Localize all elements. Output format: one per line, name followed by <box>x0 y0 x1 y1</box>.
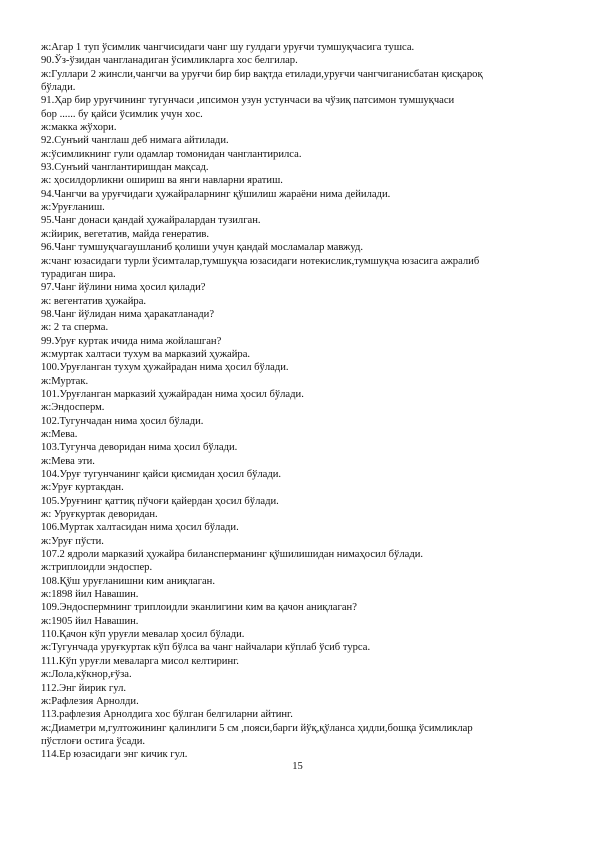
text-line: 97.Чанг йўлини нима ҳосил қилади? <box>41 282 206 294</box>
text-line: ж:Уруғ куртакдан. <box>41 482 124 494</box>
text-line: 91.Ҳар бир уруғчининг тугунчаси ,ипсимон узун устунчаси ва чўзиқ патсимон тумшуқчаси <box>41 95 455 107</box>
text-line: ж:Мева эти. <box>41 455 95 467</box>
text-line: пўстлоғи остига ўсади. <box>41 735 146 747</box>
text-line: ж: ҳосилдорликни ошириш ва янги навларни яратиш. <box>41 175 283 187</box>
text-line: 103.Тугунча деворидан нима ҳосил бўлади. <box>41 442 238 454</box>
text-line: ж:Диаметри м,гултожининг қалинлиги 5 см ,пояси,барги йўқ,қўланса ҳидли,бошқа ўсимликлар <box>41 722 473 734</box>
text-line: 99.Уруғ куртак ичида нима жойлашган? <box>41 335 222 347</box>
text-line: 102.Тугунчадан нима ҳосил бўлади. <box>41 415 204 427</box>
text-line: 107.2 ядроли марказий ҳужайра билансперманинг қўшилишидан нимаҳосил бўлади. <box>41 549 424 561</box>
text-line: ж:1898 йил Навашин. <box>41 589 139 601</box>
document-page <box>41 41 561 762</box>
text-line: 108.Қўш уруғланишни ким аниқлаган. <box>41 575 215 587</box>
text-line: ж:триплоидли эндоспер. <box>41 562 153 574</box>
text-line: ж:муртак халтаси тухум ва марказий ҳужайра. <box>41 348 251 360</box>
text-line: ж:Рафлезия Арнолди. <box>41 695 139 707</box>
text-line: бор ...... бу қайси ўсимлик учун хос. <box>41 108 203 120</box>
text-line: ж: Уруғкуртак деворидан. <box>41 509 158 521</box>
text-line: 93.Сунъий чанглантиришдан мақсад. <box>41 162 209 174</box>
text-line: ж:Гуллари 2 жинсли,чангчи ва уруғчи бир бир вақтда етилади,уруғчи чангчиганисбатан қисқароқ <box>41 68 483 80</box>
text-line: 100.Уруғланган тухум ҳужайрадан нима ҳосил бўлади. <box>41 362 289 374</box>
text-line: 113.рафлезия Арнолдига хос бўлган белгиларни айтинг. <box>41 709 293 721</box>
text-line: ж:Тугунчада уруғкуртак кўп бўлса ва чанг найчалари кўплаб ўсиб турса. <box>41 642 371 654</box>
text-line: ж:йирик, вегетатив, майда генератив. <box>41 228 210 240</box>
text-line: ж:ўсимликнинг гули одамлар томонидан чанглантирилса. <box>41 148 302 160</box>
text-line: 105.Уруғнинг қаттиқ пўчоғи қайердан ҳосил бўлади. <box>41 495 279 507</box>
text-line: турадиган шира. <box>41 268 116 280</box>
text-line: ж:Уруғланиш. <box>41 202 105 214</box>
text-line: ж: 2 та сперма. <box>41 322 109 334</box>
text-line: 98.Чанг йўлидан нима ҳаракатланади? <box>41 308 215 320</box>
text-line: 106.Муртак халтасидан нима ҳосил бўлади. <box>41 522 239 534</box>
text-line: 112.Энг йирик гул. <box>41 682 127 694</box>
text-line: 90.Ўз-ўзидан чангланадиган ўсимликларга хос белгилар. <box>41 55 298 67</box>
text-line: ж:Уруғ пўсти. <box>41 535 104 547</box>
text-line: 92.Сунъий чанглаш деб нимага айтилади. <box>41 135 229 147</box>
text-line: ж:Агар 1 туп ўсимлик чангчисидаги чанг шу гулдаги уруғчи тумшуқчасига тушса. <box>41 42 415 53</box>
text-line: 110.Қачон кўп уруғли мевалар ҳосил бўлади. <box>41 629 245 641</box>
text-line: ж:макка жўхори. <box>41 122 117 134</box>
text-line: ж:Муртак. <box>41 375 89 387</box>
text-line: ж: вегентатив ҳужайра. <box>41 295 147 307</box>
text-line: бўлади. <box>41 82 76 94</box>
text-line: ж:1905 йил Навашин. <box>41 615 139 627</box>
text-line: 111.Кўп уруғли меваларга мисол келтиринг. <box>41 655 239 667</box>
text-line: 109.Эндоспермнинг триплоидли эканлигини ким ва қачон аниқлаган? <box>41 602 357 614</box>
text-line: 96.Чанг тумшуқчагаушланиб қолиши учун қандай мосламалар мавжуд. <box>41 242 364 254</box>
text-line: 114.Ер юзасидаги энг кичик гул. <box>41 749 188 761</box>
text-line: ж:Эндосперм. <box>41 402 105 414</box>
text-line: 94.Чангчи ва уруғчидаги ҳужайраларнинг қўшилиш жараёни нима дейилади. <box>41 188 391 200</box>
text-line: 101.Уруғланган марказий ҳужайрадан нима ҳосил бўлади. <box>41 388 304 400</box>
text-line: ж:чанг юзасидаги турли ўсимталар,тумшуқча юзасидаги нотекислик,тумшуқча юзасига ажралиб <box>41 255 480 267</box>
text-line: 95.Чанг донаси қандай ҳужайралардан тузилган. <box>41 215 261 227</box>
text-line: 104.Уруғ тугунчанинг қайси қисмидан ҳосил бўлади. <box>41 469 282 480</box>
text-line: ж:Лола,кўкнор,ғўза. <box>41 669 132 681</box>
page-number: 15 <box>292 761 303 772</box>
text-line: ж:Мева. <box>41 428 78 440</box>
